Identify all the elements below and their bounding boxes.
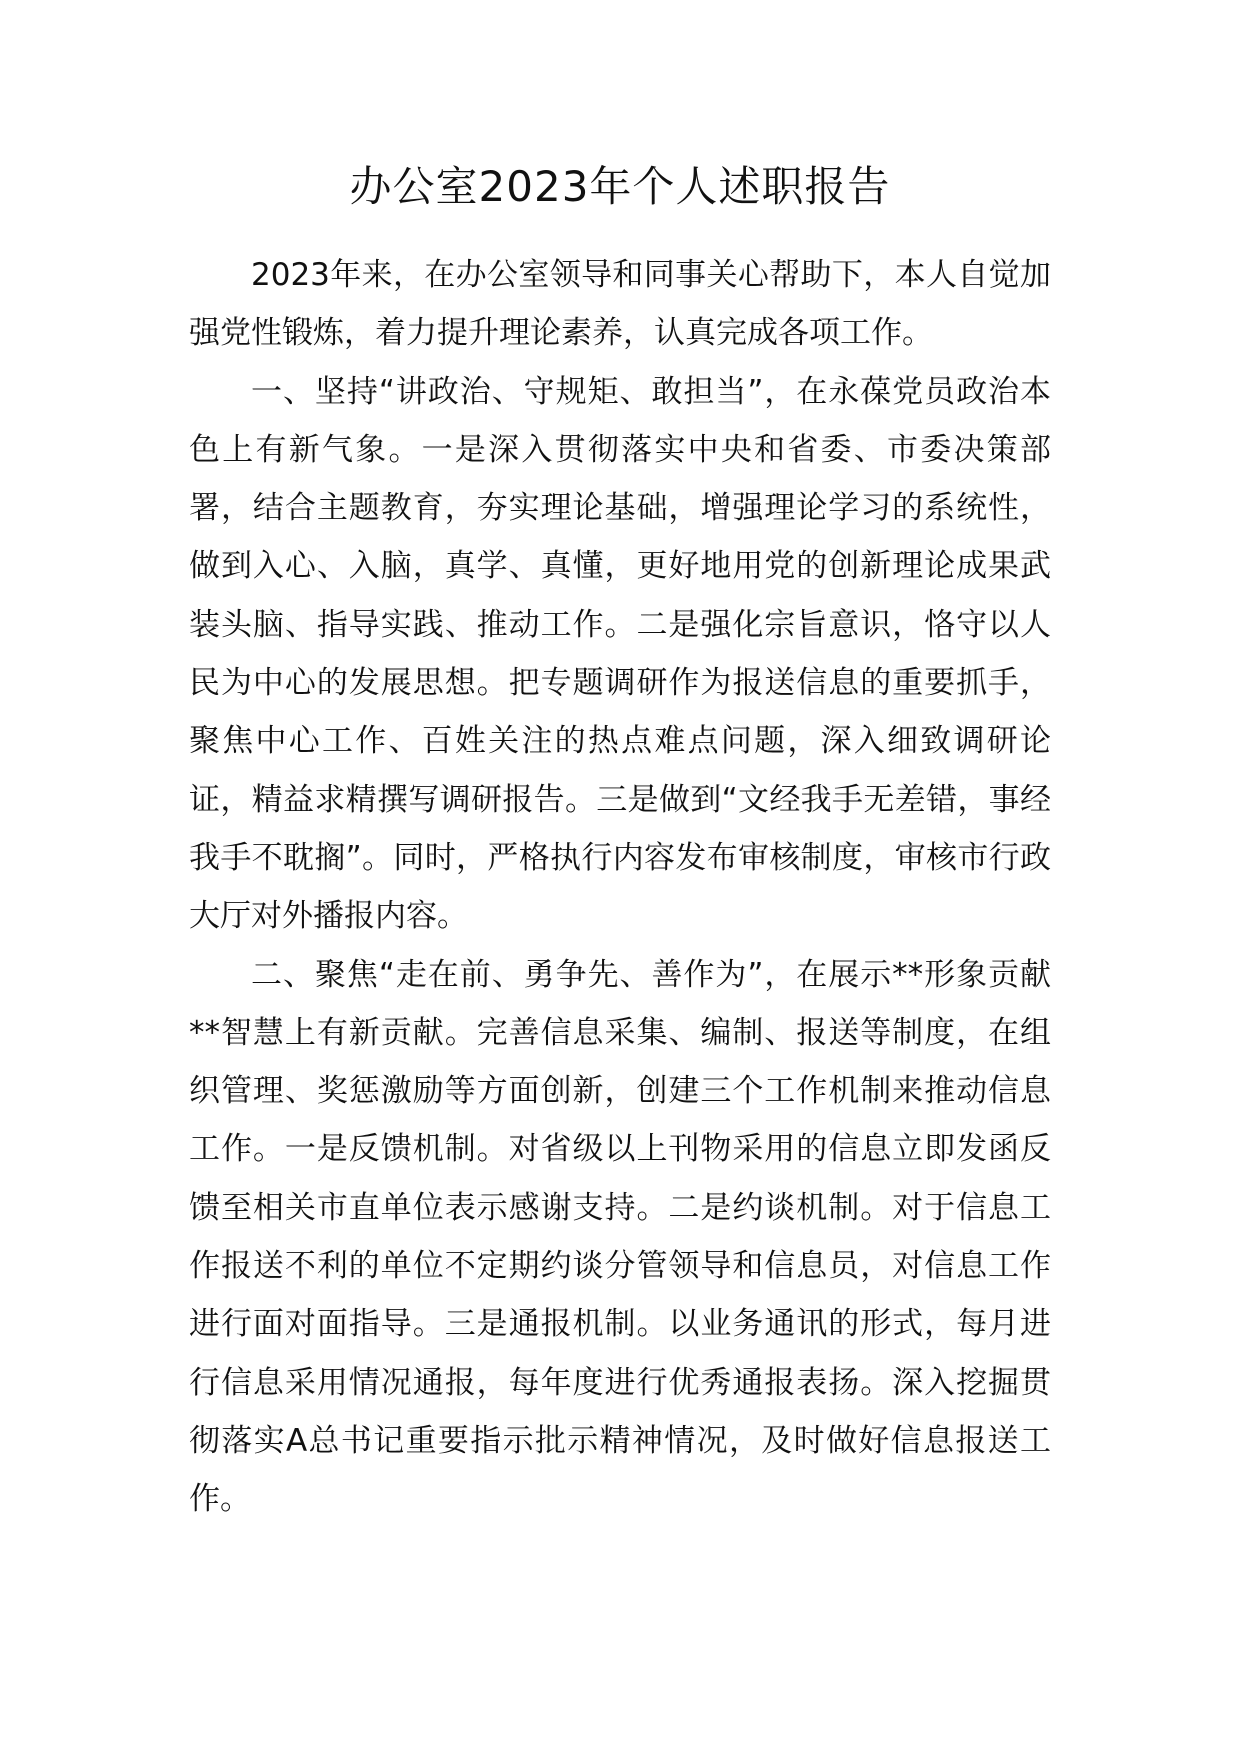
document-body xyxy=(189,246,1051,1529)
document-title: 办公室2023年个人述职报告 xyxy=(349,162,891,211)
paragraph-section-one: 一、坚持“讲政治、守规矩、敢担当”，在永葆党员政治本色上有新气象。一是深入贯彻落实中央和省委、市委决策部署，结合主题教育，夯实理论基础，增强理论学习的系统性，做到入心、入脑，真学、真懂，更好地用党的创新理论成果武装头脑、指导实践、推动工作。二是强化宗旨意识，恪守以人民为中心的发展思想。把专题调研作为报送信息的重要抓手，聚焦中心工作、百姓关注的热点难点问题，深入细致调研论证，精益求精撰写调研报告。三是做到“文经我手无差错，事经我手不耽搁”。同时，严格执行内容发布审核制度，审核市行政大厅对外播报内容。 xyxy=(189,373,1051,935)
paragraph-section-two: 二、聚焦“走在前、勇争先、善作为”，在展示**形象贡献**智慧上有新贡献。完善信息采集、编制、报送等制度，在组织管理、奖惩激励等方面创新，创建三个工作机制来推动信息工作。一是反馈机制。对省级以上刊物采用的信息立即发函反馈至相关市直单位表示感谢支持。二是约谈机制。对于信息工作报送不利的单位不定期约谈分管领导和信息员，对信息工作进行面对面指导。三是通报机制。以业务通讯的形式，每月进行信息采用情况通报，每年度进行优秀通报表扬。深入挖掘贯彻落实A总书记重要指示批示精神情况，及时做好信息报送工作。 xyxy=(189,956,1051,1518)
paragraph-intro: 2023年来，在办公室领导和同事关心帮助下，本人自觉加强党性锻炼，着力提升理论素养，认真完成各项工作。 xyxy=(189,257,1051,352)
